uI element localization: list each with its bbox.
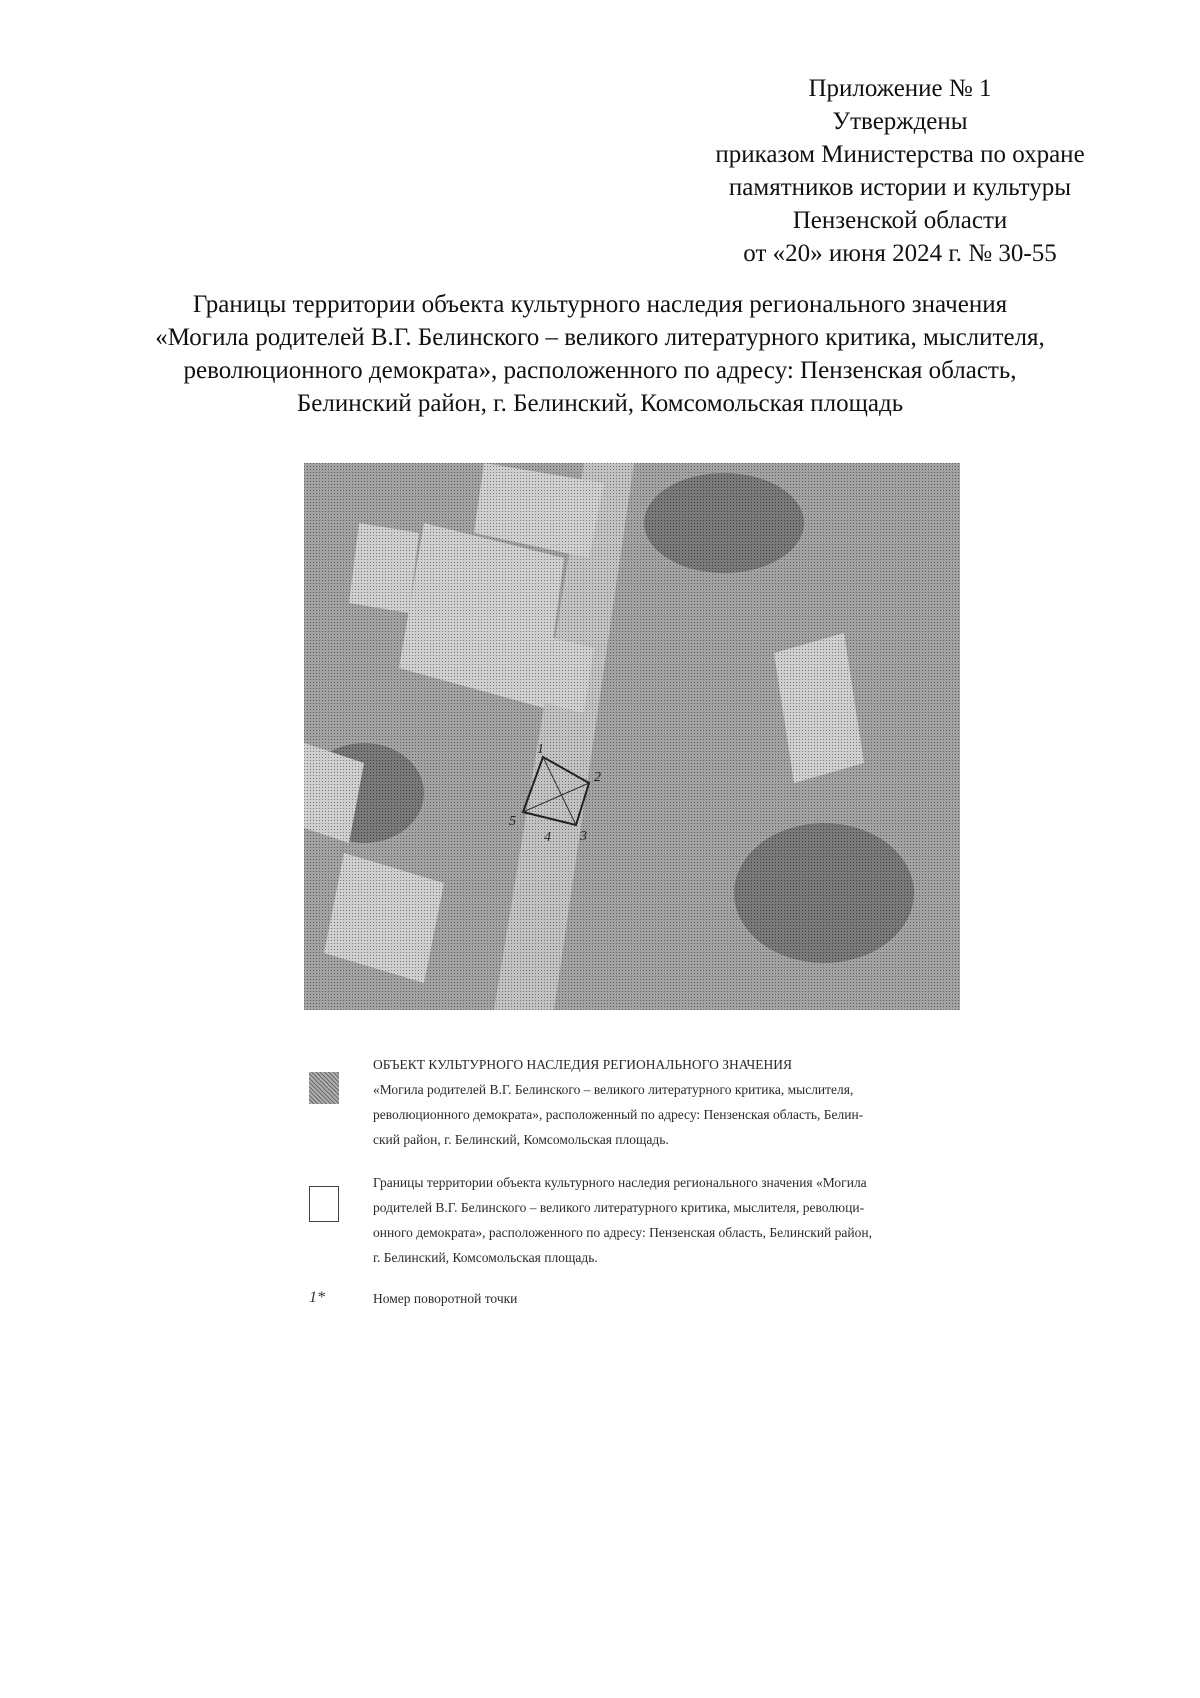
map-building [349,523,419,613]
point-label-4: 4 [544,830,551,845]
point-label-2: 2 [594,770,601,785]
map-trees [644,473,804,573]
turning-point-symbol-icon: 1* [309,1289,325,1306]
title-line: Белинский район, г. Белинский, Комсомольская площадь [296,390,904,417]
map-trees [734,823,914,963]
object-hatch-symbol-icon [309,1072,339,1104]
approval-line: приказом Министерства по охране [715,141,1085,168]
legend-border [305,1170,1005,1280]
approval-line: Приложение № 1 [808,75,992,102]
approval-block [640,72,1160,270]
legend-border-text: Границы территории объекта культурного наследия регионального значения «Могила родителей В.Г. Белинского – великого литературного критика, мыслителя, революци- онного демократа», расположенного по адресу: Пензенская область, Белинский район, г. Белинский, Комсомольская площадь. [373,1175,872,1265]
title-line: «Могила родителей В.Г. Белинского – великого литературного критика, мыслителя, [155,324,1045,351]
point-label-3: 3 [580,829,587,844]
legend-object [305,1052,1005,1162]
legend-point [305,1288,1005,1318]
approval-line: памятников истории и культуры [728,174,1072,201]
approval-line: Утверждены [832,108,968,135]
legend-point-text: Номер поворотной точки [373,1291,518,1306]
approval-line: от «20» июня 2024 г. № 30-55 [743,240,1057,267]
aerial-map-image [304,463,960,1010]
point-label-5: 5 [509,814,516,829]
aerial-map-svg [304,463,960,1010]
title-line: революционного демократа», расположенного по адресу: Пензенская область, [183,357,1017,384]
document-title [60,288,1140,420]
boundary-square-symbol-icon [309,1186,339,1222]
approval-line: Пензенской области [792,207,1008,234]
point-label-1: 1 [537,742,544,757]
title-line: Границы территории объекта культурного наследия регионального значения [192,291,1008,318]
legend-object-text: ОБЪЕКТ КУЛЬТУРНОГО НАСЛЕДИЯ РЕГИОНАЛЬНОГО ЗНАЧЕНИЯ «Могила родителей В.Г. Белинского – великого литературного критика, мыслителя, революционного демократа», расположенный по адресу: Пензенская область, Белин- ский район, г. Белинский, Комсомольская площадь. [373,1057,864,1147]
